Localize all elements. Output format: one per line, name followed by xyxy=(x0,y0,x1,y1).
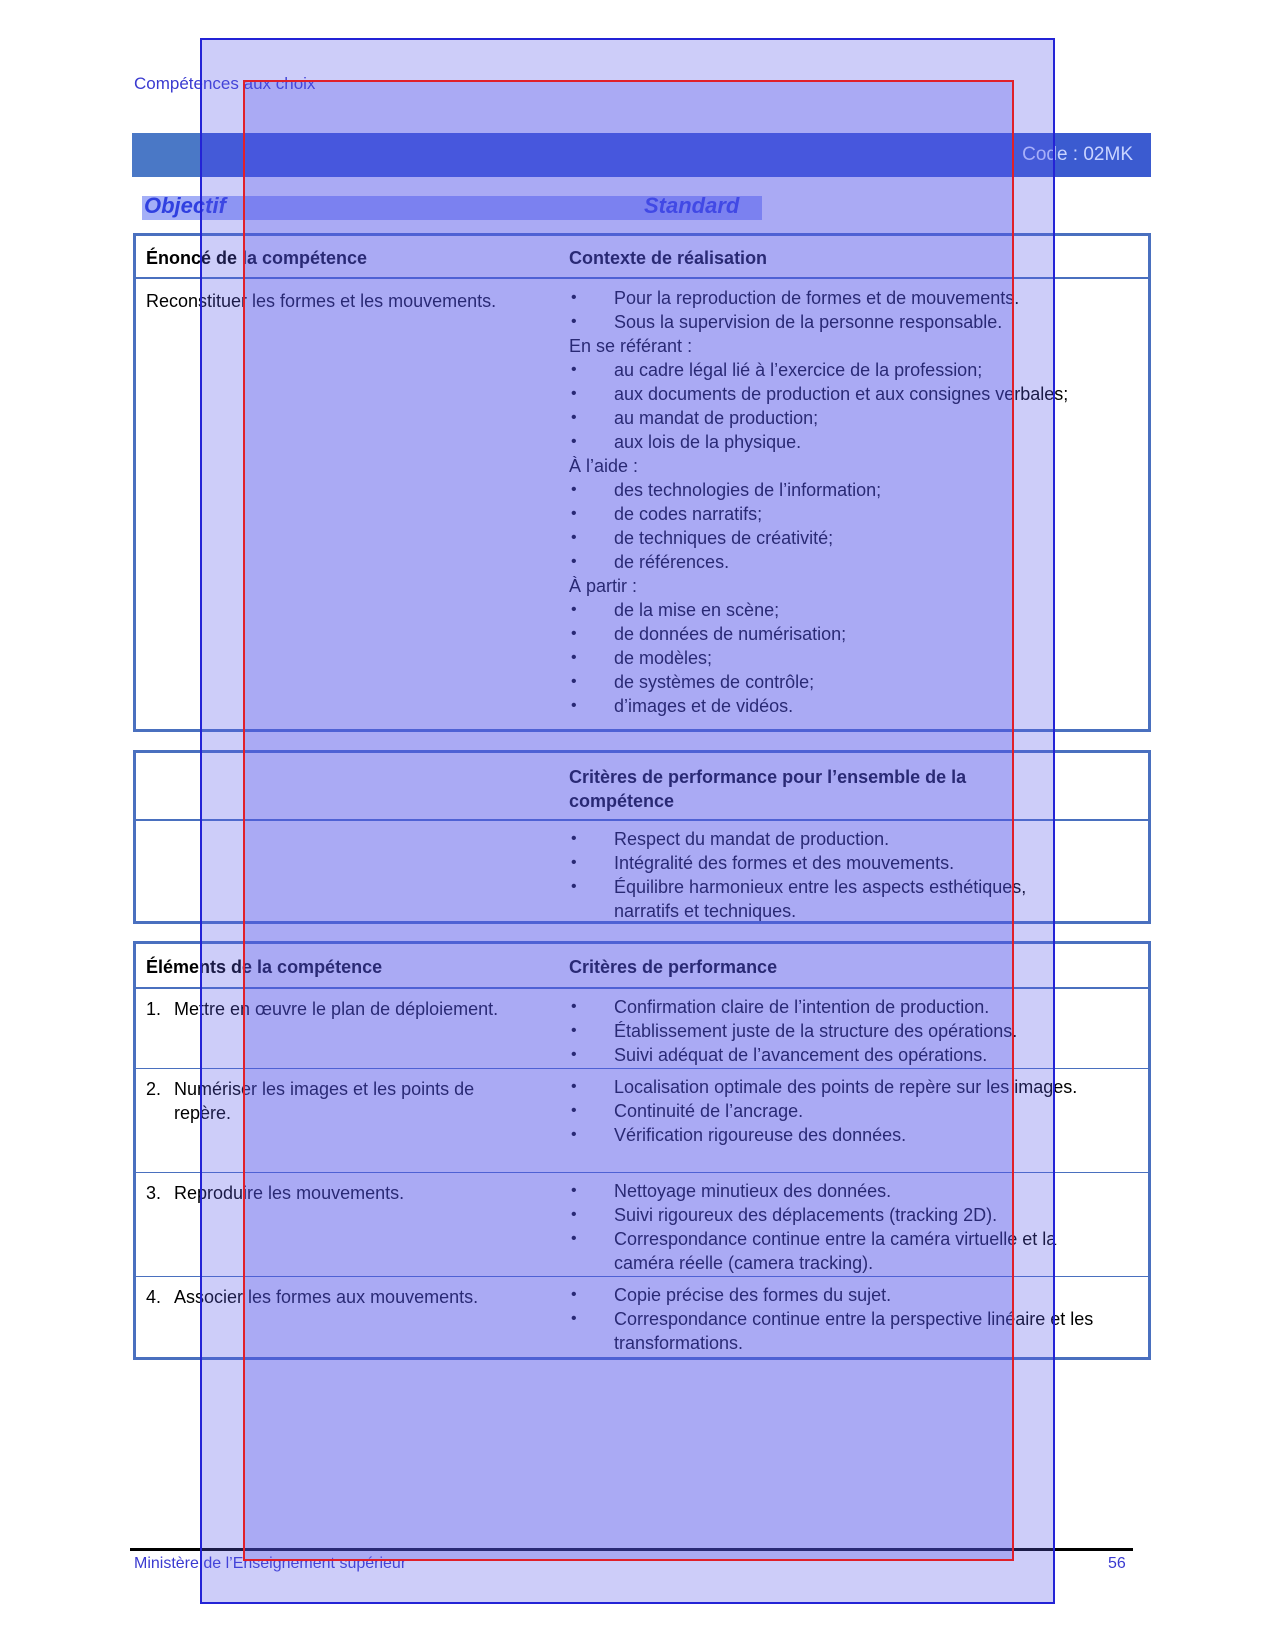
criterion: • Suivi adéquat de l’avancement des opérations. xyxy=(569,1043,1109,1067)
criterion: • Copie précise des formes du sujet. xyxy=(569,1283,1109,1307)
criterion: • Nettoyage minutieux des données. xyxy=(569,1179,1109,1203)
element-label: Reproduire les mouvements. xyxy=(174,1183,405,1203)
criterion: • Localisation optimale des points de repère sur les images. xyxy=(569,1075,1109,1099)
element-number: 2. xyxy=(146,1079,162,1099)
competency-statement: Reconstituer les formes et les mouvements. xyxy=(146,291,497,311)
competency-code: Code : 02MK xyxy=(1022,144,1133,165)
overall-criterion: • Équilibre harmonieux entre les aspects esthétiques, narratifs et techniques. xyxy=(569,875,1079,923)
element-number: 4. xyxy=(146,1287,162,1307)
context-item: • de techniques de créativité; xyxy=(569,526,1139,550)
context-item: • au mandat de production; xyxy=(569,406,1139,430)
running-head: Compétences aux choix xyxy=(134,74,316,93)
context-item: • de références. xyxy=(569,550,1139,574)
context-item: • des technologies de l’information; xyxy=(569,478,1139,502)
element-number: 1. xyxy=(146,999,162,1019)
context-item: • au cadre légal lié à l’exercice de la profession; xyxy=(569,358,1139,382)
criterion: • Suivi rigoureux des déplacements (tracking 2D). xyxy=(569,1203,1109,1227)
footer-publisher: Ministère de l’Enseignement supérieur xyxy=(134,1555,407,1572)
element-label: Mettre en œuvre le plan de déploiement. xyxy=(174,999,499,1019)
context-item: • de modèles; xyxy=(569,646,1139,670)
overall-criterion: • Respect du mandat de production. xyxy=(569,827,1079,851)
objective-heading: Objectif xyxy=(144,193,226,218)
criteria-header: Critères de performance xyxy=(569,957,778,977)
element-label: Numériser les images et les points de repère. xyxy=(174,1079,475,1123)
page-number: 56 xyxy=(1108,1555,1126,1572)
element-label: Associer les formes aux mouvements. xyxy=(174,1287,479,1307)
criterion: • Correspondance continue entre la perspective linéaire et les transformations. xyxy=(569,1307,1109,1355)
criterion: • Établissement juste de la structure des opérations. xyxy=(569,1019,1109,1043)
context-subheading: En se référant : xyxy=(569,336,693,356)
context-subheading: À l’aide : xyxy=(569,456,639,476)
context-subheading: À partir : xyxy=(569,576,638,596)
elements-header: Éléments de la compétence xyxy=(146,957,383,977)
criterion: • Continuité de l’ancrage. xyxy=(569,1099,1109,1123)
context-item: • d’images et de vidéos. xyxy=(569,694,1139,718)
element-number: 3. xyxy=(146,1183,162,1203)
standard-heading: Standard xyxy=(644,193,740,218)
context-header: Contexte de réalisation xyxy=(569,248,768,268)
selection-overlay-inner xyxy=(243,80,1014,1561)
context-item: • aux lois de la physique. xyxy=(569,430,1139,454)
context-item: • de codes narratifs; xyxy=(569,502,1139,526)
context-item: • de systèmes de contrôle; xyxy=(569,670,1139,694)
criterion: • Confirmation claire de l’intention de production. xyxy=(569,995,1109,1019)
statement-header: Énoncé de la compétence xyxy=(146,248,368,268)
criterion: • Correspondance continue entre la caméra virtuelle et la caméra réelle (camera tracking). xyxy=(569,1227,1109,1275)
context-item: • Sous la supervision de la personne responsable. xyxy=(569,310,1139,334)
overall-criteria-header: Critères de performance pour l’ensemble de la compétence xyxy=(569,767,967,811)
context-item: • de données de numérisation; xyxy=(569,622,1139,646)
context-item: • de la mise en scène; xyxy=(569,598,1139,622)
criterion: • Vérification rigoureuse des données. xyxy=(569,1123,1109,1147)
context-item: • aux documents de production et aux consignes verbales; xyxy=(569,382,1139,406)
title-bar-shade xyxy=(132,133,200,177)
context-item: • Pour la reproduction de formes et de mouvements. xyxy=(569,286,1139,310)
overall-criterion: • Intégralité des formes et des mouvements. xyxy=(569,851,1079,875)
